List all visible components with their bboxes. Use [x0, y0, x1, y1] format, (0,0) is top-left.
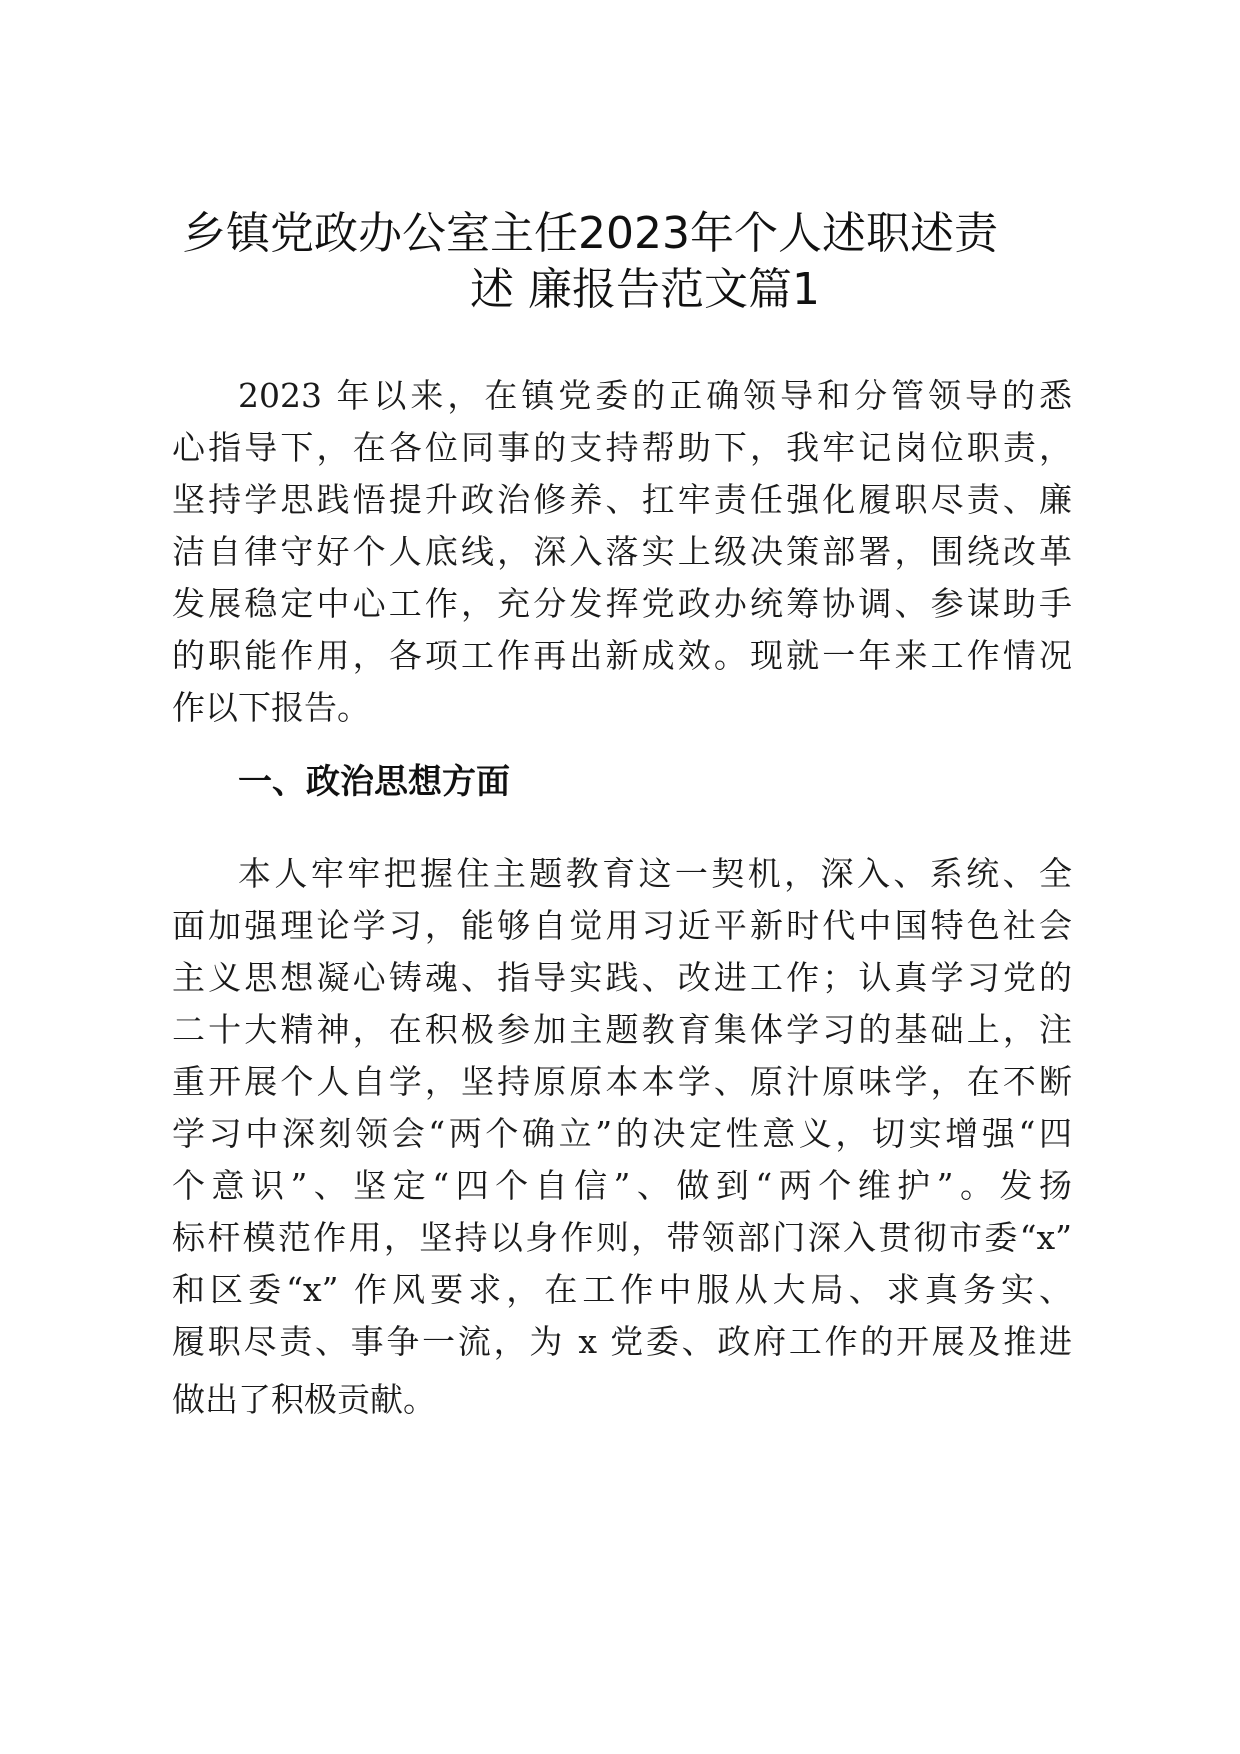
paragraph-line: 面加强理论学习，能够自觉用习近平新时代中国特色社会 — [172, 906, 1072, 945]
paragraph-line: 本人牢牢把握住主题教育这一契机，深入、系统、全 — [238, 854, 1072, 893]
paragraph-line: 作以下报告。 — [172, 688, 370, 727]
paragraph-line: 坚持学思践悟提升政治修养、扛牢责任强化履职尽责、廉 — [172, 480, 1072, 519]
paragraph-line: 洁自律守好个人底线，深入落实上级决策部署，围绕改革 — [172, 532, 1072, 571]
paragraph-intro — [172, 370, 1072, 734]
paragraph-line: 标杆模范作用，坚持以身作则，带领部门深入贯彻市委“x” — [172, 1218, 1072, 1257]
paragraph-line: 心指导下，在各位同事的支持帮助下，我牢记岗位职责， — [172, 428, 1072, 467]
paragraph-political — [172, 848, 1072, 1426]
paragraph-line: 和区委“x” 作风要求，在工作中服从大局、求真务实、 — [172, 1270, 1072, 1309]
paragraph-line: 学习中深刻领会“两个确立”的决定性意义，切实增强“四 — [172, 1114, 1072, 1153]
document-body — [172, 370, 1072, 1426]
document-title-line-1: 乡镇党政办公室主任2023年个人述职述责 — [182, 208, 998, 259]
paragraph-line: 履职尽责、事争一流，为 x 党委、政府工作的开展及推进 — [172, 1322, 1072, 1361]
paragraph-line: 二十大精神，在积极参加主题教育集体学习的基础上，注 — [172, 1010, 1072, 1049]
paragraph-line: 个意识”、坚定“四个自信”、做到“两个维护”。发扬 — [172, 1166, 1072, 1205]
document-title-line-2: 述 廉报告范文篇1 — [470, 264, 820, 315]
paragraph-line: 2023 年以来，在镇党委的正确领导和分管领导的悉 — [238, 376, 1072, 415]
paragraph-line: 重开展个人自学，坚持原原本本学、原汁原味学，在不断 — [172, 1062, 1072, 1101]
section-heading: 一、政治思想方面 — [238, 762, 510, 802]
paragraph-line: 做出了积极贡献。 — [172, 1380, 436, 1419]
paragraph-line: 的职能作用，各项工作再出新成效。现就一年来工作情况 — [172, 636, 1072, 675]
paragraph-line: 发展稳定中心工作，充分发挥党政办统筹协调、参谋助手 — [172, 584, 1072, 623]
paragraph-line: 主义思想凝心铸魂、指导实践、改进工作；认真学习党的 — [172, 958, 1072, 997]
